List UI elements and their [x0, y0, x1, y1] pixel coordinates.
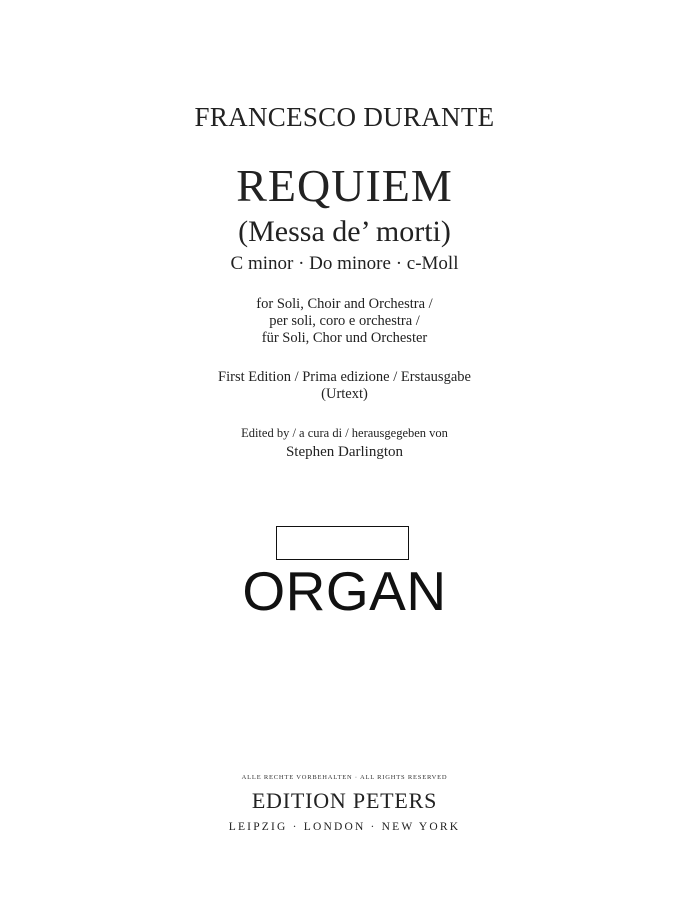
part-name: ORGAN	[242, 560, 447, 622]
work-subtitle: (Messa de’ morti)	[238, 215, 451, 248]
rights-notice: ALLE RECHTE VORBEHALTEN · ALL RIGHTS RESERVED	[241, 774, 448, 781]
scoring-italian: per soli, coro e orchestra /	[269, 313, 420, 329]
work-title: REQUIEM	[236, 160, 453, 211]
scoring-german: für Soli, Chor und Orchester	[261, 330, 428, 346]
edition-urtext: (Urtext)	[321, 386, 368, 402]
work-key: C minor · Do minore · c-Moll	[230, 253, 459, 274]
composer-name: FRANCESCO DURANTE	[194, 102, 495, 132]
edition-line: First Edition / Prima edizione / Erstausgabe	[218, 369, 471, 385]
publisher-name: EDITION PETERS	[251, 788, 438, 813]
empty-label-box	[276, 526, 409, 560]
scoring-english: for Soli, Choir and Orchestra /	[256, 296, 433, 312]
edited-by-label: Edited by / a cura di / herausgegeben von	[241, 426, 448, 440]
publisher-cities: LEIPZIG · LONDON · NEW YORK	[228, 821, 461, 833]
editor-name: Stephen Darlington	[285, 444, 404, 460]
